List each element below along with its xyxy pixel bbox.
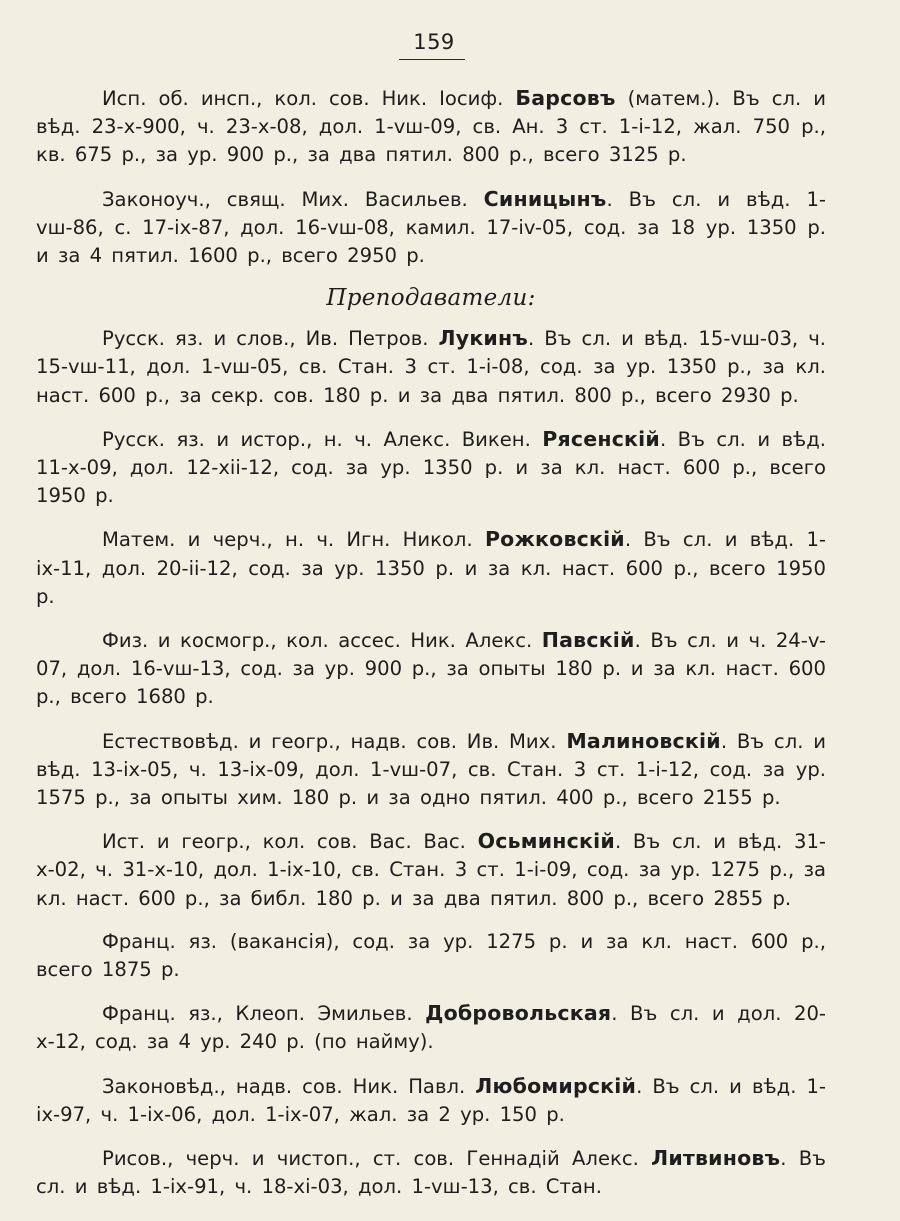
entry-dobrovolskaya: Франц. яз., Клеоп. Эмильев. Добровольская. Въ сл. и дол. 20-х-12, сод. за 4 ур. 240 р. (по найму).: [36, 1001, 826, 1054]
person-name: Рожковскій: [484, 527, 625, 552]
entry-rozhkovskiy: Матем. и черч., н. ч. Игн. Никол. Рожковскій. Въ сл. и вѣд. 1-іх-11, дол. 20-іі-12, сод. за ур. 1350 р. и за кл. наст. 600 р., всего 1950 р.: [36, 527, 826, 608]
page-number: 159: [413, 30, 455, 54]
person-name: Любомирскій: [475, 1073, 637, 1098]
person-name: Осьминскій: [477, 829, 615, 854]
entry-sinitsyn: Законоуч., свящ. Мих. Васильев. Синицынъ. Въ сл. и вѣд. 1-vш-86, с. 17-іх-87, дол. 16-vш-08, камил. 17-іv-05, сод. за 18 ур. 1350 р. и за 4 пятил. 1600 р., всего 2950 р.: [36, 186, 826, 268]
person-name: Малиновскій: [566, 728, 721, 753]
person-name: Павскій: [541, 628, 635, 653]
section-heading: Преподаватели:: [326, 285, 536, 312]
entry-osminskiy: Ист. и геогр., кол. сов. Вас. Вас. Осьминскій. Въ сл. и вѣд. 31-х-02, ч. 31-х-10, дол. 1-іх-10, св. Стан. 3 ст. 1-і-09, сод. за ур. 1275 р., за кл. наст. 600 р., за библ. 180 р. и за два пятил. 800 р., всего 2855 р.: [36, 829, 826, 910]
entry-pavskiy: Физ. и космогр., кол. ассес. Ник. Алекс. Павскій. Въ сл. и ч. 24-v-07, дол. 16-vш-13, сод. за ур. 900 р., за опыты 180 р. и за кл. наст. 600 р., всего 1680 р.: [36, 628, 826, 709]
person-name: Барсовъ: [515, 86, 616, 110]
entry-malinovskiy: Естествовѣд. и геогр., надв. сов. Ив. Мих. Малиновскій. Въ сл. и вѣд. 13-іх-05, ч. 13-іх-09, дол. 1-vш-07, св. Стан. 3 ст. 1-і-12, сод. за ур. 1575 р., за опыты хим. 180 р. и за одно пятил. 400 р., всего 2155 р.: [36, 728, 826, 810]
person-name: Синицынъ: [483, 186, 607, 211]
entry-ryasenskiy: Русск. яз. и истор., н. ч. Алекс. Викен. Рясенскій. Въ сл. и вѣд. 11-х-09, дол. 12-хіі-12, сод. за ур. 1350 р. и за кл. наст. 600 р., всего 1950 р.: [36, 426, 826, 508]
person-name: Рясенскій: [542, 426, 660, 451]
entry-french-vacancy: Франц. яз. (вакансія), сод. за ур. 1275 р. и за кл. наст. 600 р., всего 1875 р.: [36, 929, 826, 982]
entry-lukin: Русск. яз. и слов., Ив. Петров. Лукинъ. Въ сл. и вѣд. 15-vш-03, ч. 15-vш-11, дол. 1-vш-05, св. Стан. 3 ст. 1-і-08, сод. за ур. 1350 р., за кл. наст. 600 р., за секр. сов. 180 р. и за два пятил. 800 р., всего 2930 р.: [36, 326, 826, 407]
person-name: Литвиновъ: [651, 1146, 781, 1171]
person-name: Добровольская: [425, 1001, 612, 1026]
page-number-rule: [399, 59, 465, 60]
entries-list: [36, 84, 826, 1217]
entry-litvinov: Рисов., черч. и чистоп., ст. сов. Геннадій Алекс. Литвиновъ. Въ сл. и вѣд. 1-іх-91, ч. 18-хі-03, дол. 1-vш-13, св. Стан.: [36, 1146, 826, 1199]
entry-lyubomirskiy: Законовѣд., надв. сов. Ник. Павл. Любомирскій. Въ сл. и вѣд. 1-іх-97, ч. 1-іх-06, дол. 1-іх-07, жал. за 2 ур. 150 р.: [36, 1073, 826, 1126]
person-name: Лукинъ: [438, 326, 528, 351]
entry-barsov: Исп. об. инсп., кол. сов. Ник. Іосиф. Барсовъ (матем.). Въ сл. и вѣд. 23-х-900, ч. 23-х-08, дол. 1-vш-09, св. Ан. 3 ст. 1-і-12, жал. 750 р., кв. 675 р., за ур. 900 р., за два пятил. 800 р., всего 3125 р.: [36, 86, 826, 167]
